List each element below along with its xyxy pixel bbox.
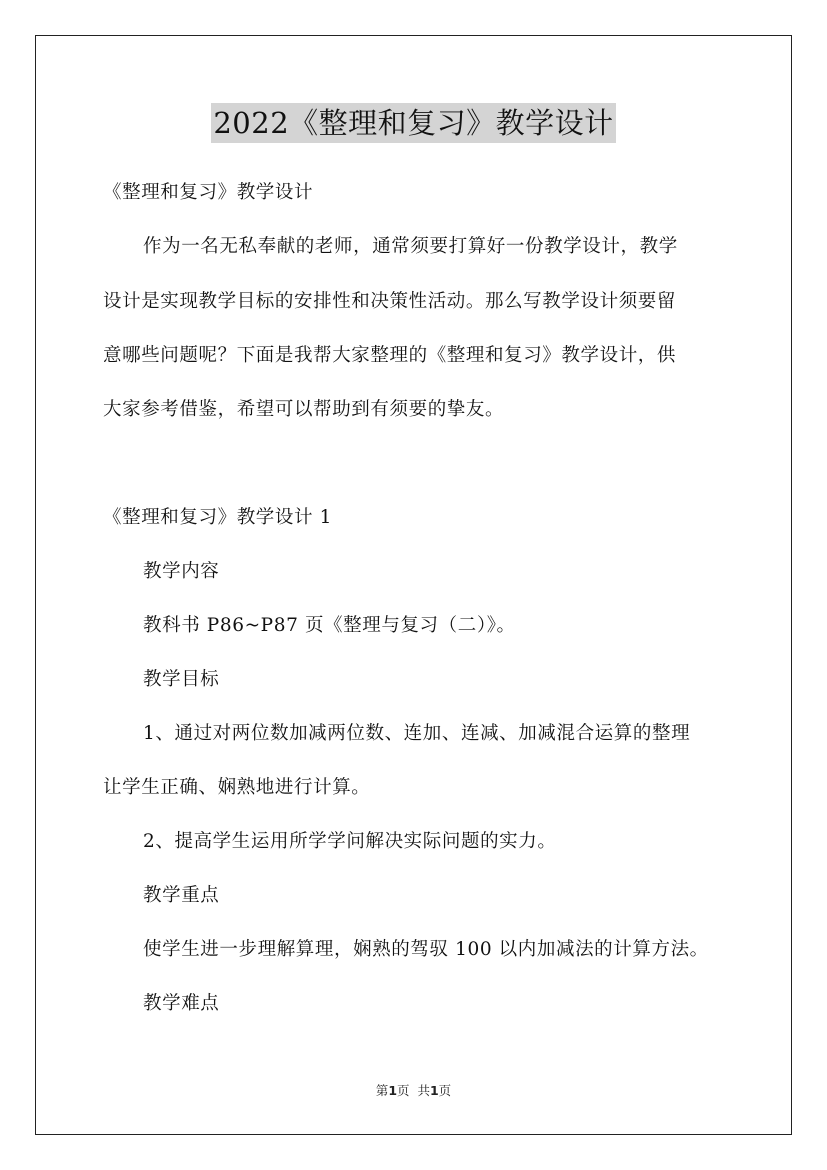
goal-1-line-1: 1、通过对两位数加减两位数、连加、连减、加减混合运算的整理: [143, 723, 691, 744]
page-footer: [0, 1082, 827, 1100]
difficulty-heading: 教学难点: [143, 993, 220, 1014]
goal-1-line-2: 让学生正确、娴熟地进行计算。: [103, 777, 371, 798]
key-text: 使学生进一步理解算理，娴熟的驾驭 100 以内加减法的计算方法。: [143, 939, 709, 960]
content-heading: 教学内容: [143, 561, 220, 582]
goals-heading: 教学目标: [143, 669, 220, 690]
key-heading: 教学重点: [143, 885, 220, 906]
goal-2: 2、提高学生运用所学学问解决实际问题的实力。: [143, 831, 557, 852]
intro-line-3: 意哪些问题呢？下面是我帮大家整理的《整理和复习》教学设计，供: [103, 345, 677, 366]
title-wrapper: [0, 103, 827, 143]
intro-line-1: 作为一名无私奉献的老师，通常须要打算好一份教学设计，教学: [143, 236, 678, 257]
footer-page-pre: 第: [375, 1083, 389, 1098]
section-heading: 《整理和复习》教学设计 1: [103, 507, 332, 528]
footer-page-total: 1: [429, 1083, 439, 1098]
footer-page-mid: 页 共: [397, 1083, 430, 1098]
intro-line-2: 设计是实现教学目标的安排性和决策性活动。那么写教学设计须要留: [103, 291, 677, 312]
content-text: 教科书 P86~P87 页《整理与复习（二）》。: [143, 615, 516, 636]
intro-line-4: 大家参考借鉴，希望可以帮助到有须要的挚友。: [103, 399, 505, 420]
subtitle: 《整理和复习》教学设计: [103, 182, 314, 203]
footer-page-number: 1: [388, 1083, 398, 1098]
document-title: 2022《整理和复习》教学设计: [211, 103, 615, 143]
footer-page-post: 页: [438, 1083, 452, 1098]
